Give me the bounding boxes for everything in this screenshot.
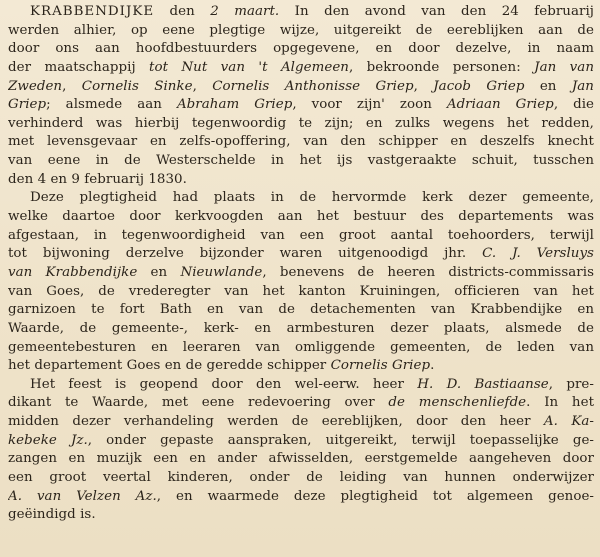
text-line bbox=[8, 133, 594, 152]
text-line bbox=[8, 469, 594, 488]
text-run: . bbox=[430, 358, 435, 374]
text-line bbox=[8, 506, 594, 525]
text-run: van eene in de Westerschelde in het ijs vastgeraakte schuit, tusschen bbox=[8, 153, 594, 169]
text-run: der maatschappij bbox=[8, 59, 150, 75]
text-line bbox=[8, 301, 594, 320]
text-line bbox=[8, 432, 594, 451]
text-run: Het feest is geopend door den wel-eerw. heer bbox=[30, 376, 418, 392]
text-run: ; alsmede aan bbox=[46, 97, 177, 113]
italic-name: Nieuwlande bbox=[180, 264, 263, 280]
paragraph bbox=[8, 376, 594, 525]
italic-name: A. Ka- bbox=[543, 414, 594, 430]
text-run: , pre- bbox=[548, 376, 594, 392]
text-line bbox=[8, 413, 594, 432]
text-run: geëindigd is. bbox=[8, 507, 96, 523]
text-line bbox=[8, 78, 594, 97]
text-run: door ons aan hoofdbestuurders opgegevene, en door dezelve, in naam bbox=[8, 41, 594, 57]
italic-name: C. J. Versluys bbox=[482, 246, 594, 262]
text-run: , benevens de heeren districts-commissaris bbox=[262, 264, 594, 280]
italic-name: Abraham Griep bbox=[176, 97, 293, 113]
text-run: en bbox=[524, 78, 572, 94]
italic-name: Griep bbox=[8, 97, 47, 113]
text-run: . In het bbox=[526, 395, 594, 411]
text-line bbox=[8, 245, 594, 264]
italic-name: tot Nut van 't Algemeen bbox=[149, 59, 349, 75]
text-line bbox=[8, 357, 594, 376]
text-run: , onder gepaste aanspraken, uitgereikt, terwijl toepasselijke ge- bbox=[87, 432, 594, 448]
italic-name: Adriaan Griep bbox=[446, 97, 554, 113]
italic-name: van Krabbendijke bbox=[8, 264, 138, 280]
text-run: zangen en muzijk een en ander afwisselden, eerstgemelde aangeheven door bbox=[8, 451, 594, 467]
text-run: Waarde, de gemeente-, kerk- en armbesturen dezer plaats, alsmede de bbox=[8, 320, 594, 336]
text-run: van Goes, de vrederegter van het kanton Kruiningen, officieren van het bbox=[8, 283, 594, 299]
paragraph bbox=[8, 3, 594, 189]
text-line bbox=[8, 339, 594, 358]
italic-name: Cornelis Sinke bbox=[81, 78, 193, 94]
text-run: tot bijwoning derzelve bijzonder waren uitgenoodigd jhr. bbox=[8, 246, 483, 262]
text-line bbox=[8, 40, 594, 59]
text-line bbox=[8, 171, 594, 190]
text-run: den bbox=[154, 4, 211, 19]
italic-name: 2 maart. bbox=[210, 4, 280, 19]
text-line bbox=[8, 22, 594, 41]
text-run: , bbox=[413, 78, 434, 94]
text-line bbox=[8, 115, 594, 134]
text-run: Deze plegtigheid had plaats in de hervormde kerk dezer gemeente, bbox=[30, 190, 594, 206]
dateline-place: KRABBENDIJKE bbox=[30, 4, 155, 19]
italic-name: Zweden bbox=[8, 78, 63, 94]
text-run: het departement Goes en de geredde schipper bbox=[8, 358, 331, 374]
text-line bbox=[8, 320, 594, 339]
text-run: werden alhier, op eene plegtige wijze, uitgereikt de eereblijken aan de bbox=[8, 22, 594, 38]
text-run: , bekroonde personen: bbox=[348, 59, 535, 75]
italic-name: H. D. Bastiaanse bbox=[417, 376, 549, 392]
text-run: , en waarmede deze plegtigheid tot algemeen genoe- bbox=[156, 488, 594, 504]
text-run: dikant te Waarde, met eene redevoering over bbox=[8, 395, 389, 411]
italic-name: Jacob Griep bbox=[433, 78, 525, 94]
text-run: , die bbox=[553, 97, 594, 113]
italic-name: kebeke Jz. bbox=[8, 432, 88, 448]
text-run: afgestaan, in tegenwoordigheid van een groot aantal toehoorders, terwijl bbox=[8, 227, 594, 243]
text-line bbox=[8, 283, 594, 302]
text-line bbox=[8, 488, 594, 507]
text-run: , bbox=[62, 78, 82, 94]
italic-name: Jan bbox=[571, 78, 594, 94]
text-line bbox=[8, 394, 594, 413]
text-run: welke daartoe door kerkvoogden aan het bestuur des departements was bbox=[8, 209, 594, 225]
text-run: verhinderd was hierbij tegenwoordig te zijn; en zulks wegens het redden, bbox=[8, 115, 594, 131]
text-run: met levensgevaar en zelfs-opoffering, van den schipper en deszelfs knecht bbox=[8, 134, 594, 150]
text-line bbox=[8, 59, 594, 78]
text-line bbox=[8, 96, 594, 115]
text-line bbox=[8, 227, 594, 246]
text-run: , bbox=[192, 78, 213, 94]
italic-name: Cornelis Griep bbox=[330, 358, 431, 374]
italic-name: Cornelis Anthonisse Griep bbox=[212, 78, 414, 94]
text-line bbox=[8, 152, 594, 171]
text-run: den 4 en 9 februarij 1830. bbox=[8, 171, 187, 187]
text-line bbox=[8, 450, 594, 469]
text-run: gemeentebesturen en leeraren van omliggende gemeenten, de leden van bbox=[8, 339, 594, 355]
italic-name: de menschenliefde bbox=[388, 395, 527, 411]
text-run: een groot veertal kinderen, onder de leiding van hunnen onderwijzer bbox=[8, 470, 594, 486]
italic-name: Jan van bbox=[534, 59, 594, 75]
text-run: midden dezer verhandeling werden de eereblijken, door den heer bbox=[8, 414, 544, 430]
text-line bbox=[8, 376, 594, 395]
paragraph bbox=[8, 189, 594, 375]
text-run: garnizoen te fort Bath en van de detachementen van Krabbendijke en bbox=[8, 302, 594, 318]
text-run: In den avond van den 24 februarij bbox=[279, 4, 594, 19]
text-run: en bbox=[137, 264, 181, 280]
text-line bbox=[8, 264, 594, 283]
text-line bbox=[8, 3, 594, 22]
italic-name: A. van Velzen Az. bbox=[8, 488, 157, 504]
news-article bbox=[8, 3, 594, 525]
text-line bbox=[8, 208, 594, 227]
text-line bbox=[8, 189, 594, 208]
text-run: , voor zijn' zoon bbox=[292, 97, 447, 113]
